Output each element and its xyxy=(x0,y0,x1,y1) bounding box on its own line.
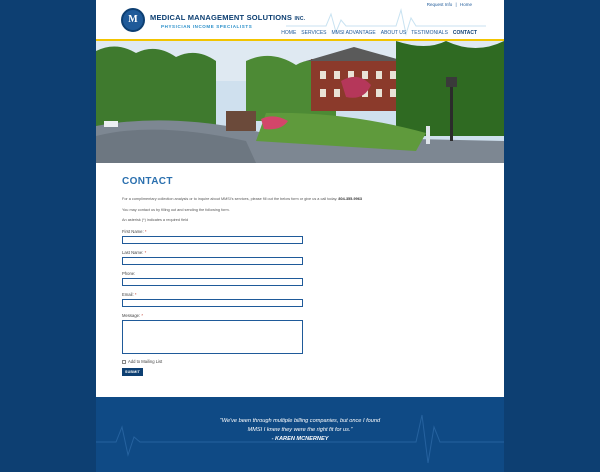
nav-item-testimonials[interactable]: TESTIMONIALS xyxy=(411,30,448,36)
main-nav xyxy=(281,30,477,36)
phone-number[interactable]: 804-355-9963 xyxy=(338,197,362,201)
quote-line-2: MMSI I knew they were the right fit for us.” xyxy=(247,427,353,433)
nav-item-contact[interactable]: CONTACT xyxy=(452,30,477,36)
last-name-input[interactable] xyxy=(122,257,303,265)
submit-button[interactable]: SUBMIT xyxy=(122,368,143,376)
message-group xyxy=(122,313,303,354)
quote-line-1: “We've been through multiple billing companies, but once I found xyxy=(219,418,381,424)
nav-item-services[interactable]: SERVICES xyxy=(301,30,327,36)
mailing-list-label: Add to Mailing List xyxy=(128,359,163,364)
phone-group xyxy=(122,271,303,286)
intro-text xyxy=(122,197,482,201)
site-header xyxy=(96,0,504,40)
utility-separator: | xyxy=(455,2,457,7)
phone-label: Phone: xyxy=(122,271,136,276)
first-name-group xyxy=(122,229,303,244)
nav-item-about-us[interactable]: ABOUT US xyxy=(380,30,407,36)
last-name-label: Last Name: * xyxy=(122,250,147,255)
required-note: An asterisk (*) indicates a required field xyxy=(122,218,189,222)
nav-item-home[interactable]: HOME xyxy=(281,30,297,36)
request-info-link[interactable]: Request Info xyxy=(426,2,453,7)
home-utility-link[interactable]: Home xyxy=(459,2,472,7)
last-name-group xyxy=(122,250,303,265)
first-name-label: First Name: * xyxy=(122,229,147,234)
email-input[interactable] xyxy=(122,299,303,307)
brand-suffix: INC. xyxy=(294,16,306,22)
email-label: Email: * xyxy=(122,292,137,297)
page-title: CONTACT xyxy=(122,176,173,187)
intro-sentence: For a complimentary collection analysis or to inquire about MMSI's services, please fill out the below form or give us a call today. xyxy=(122,197,338,201)
logo-tagline: PHYSICIAN INCOME SPECIALISTS xyxy=(161,24,253,29)
phone-input[interactable] xyxy=(122,278,303,286)
message-label: Message: * xyxy=(122,313,143,318)
brand-name: MEDICAL MANAGEMENT SOLUTIONS xyxy=(150,13,293,22)
utility-links xyxy=(426,2,473,7)
logo-icon[interactable]: M xyxy=(121,8,145,32)
page-container xyxy=(96,0,504,397)
email-group xyxy=(122,292,303,307)
first-name-input[interactable] xyxy=(122,236,303,244)
mailing-list-row xyxy=(122,359,162,364)
testimonial-quote xyxy=(96,417,504,444)
testimonial-footer xyxy=(96,397,504,472)
contact-section xyxy=(122,176,482,374)
message-textarea[interactable] xyxy=(122,320,303,354)
quote-author: - KAREN MCNERNEY xyxy=(271,436,329,442)
mailing-list-checkbox[interactable] xyxy=(122,360,126,364)
logo-title[interactable] xyxy=(150,13,305,22)
form-instructions: You may contact us by filling out and sending the following form. xyxy=(122,208,230,212)
nav-item-mmsi-advantage[interactable]: MMSI ADVANTAGE xyxy=(331,30,376,36)
hero-office-photo xyxy=(96,41,504,163)
